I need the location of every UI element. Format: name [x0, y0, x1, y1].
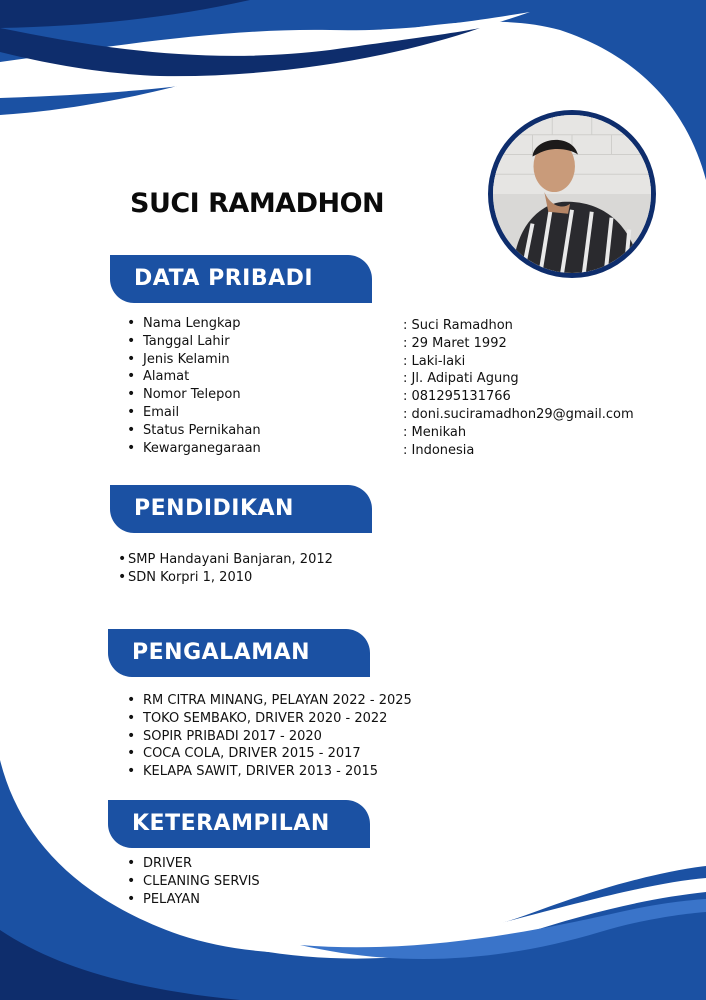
experience-item: • RM CITRA MINANG, PELAYAN 2022 - 2025	[125, 692, 445, 710]
experience-item: • SOPIR PRIBADI 2017 - 2020	[125, 728, 445, 746]
personal-data-value: : Laki-laki	[403, 353, 466, 369]
personal-data-value: : Menikah	[403, 424, 467, 440]
personal-data-label: • Jenis Kelamin	[125, 351, 385, 369]
personal-data-value: : 29 Maret 1992	[403, 335, 507, 351]
personal-data-values	[403, 317, 693, 459]
education-item: • SMP Handayani Banjaran, 2012	[118, 551, 418, 569]
skills-list	[125, 855, 365, 908]
personal-data-label: • Nomor Telepon	[125, 386, 385, 404]
experience-item: • COCA COLA, DRIVER 2015 - 2017	[125, 745, 445, 763]
education-list	[118, 551, 418, 587]
skill-item: • DRIVER	[125, 855, 365, 873]
experience-list	[125, 692, 445, 781]
full-name-heading: SUCI RAMADHON	[130, 188, 385, 219]
section-header-pendidikan: PENDIDIKAN	[110, 485, 372, 533]
personal-data-value: : 081295131766	[403, 389, 511, 405]
experience-item: • KELAPA SAWIT, DRIVER 2013 - 2015	[125, 763, 445, 781]
personal-data-label: • Nama Lengkap	[125, 315, 385, 333]
personal-data-label: • Email	[125, 404, 385, 422]
personal-data-label: • Status Pernikahan	[125, 422, 385, 440]
section-header-keterampilan: KETERAMPILAN	[108, 800, 370, 848]
section-header-pengalaman: PENGALAMAN	[108, 629, 370, 677]
education-item: • SDN Korpri 1, 2010	[118, 569, 418, 587]
personal-data-value: : doni.suciramadhon29@gmail.com	[403, 406, 634, 422]
profile-photo	[488, 110, 656, 278]
skill-item: • CLEANING SERVIS	[125, 873, 365, 891]
personal-data-value: : Suci Ramadhon	[403, 318, 513, 333]
personal-data-value: : Jl. Adipati Agung	[403, 371, 519, 387]
section-header-data-pribadi: DATA PRIBADI	[110, 255, 372, 303]
personal-data-label: • Tanggal Lahir	[125, 333, 385, 351]
personal-data-label: • Kewarganegaraan	[125, 440, 385, 458]
personal-data-label: • Alamat	[125, 368, 385, 386]
experience-item: • TOKO SEMBAKO, DRIVER 2020 - 2022	[125, 710, 445, 728]
personal-data-labels	[125, 315, 385, 457]
skill-item: • PELAYAN	[125, 891, 365, 909]
personal-data-value: : Indonesia	[403, 442, 475, 458]
